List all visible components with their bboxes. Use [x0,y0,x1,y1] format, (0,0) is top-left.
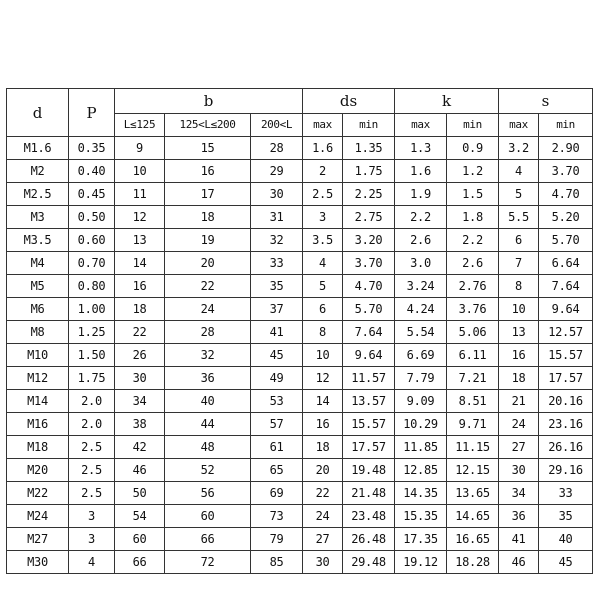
cell-k-min: 18.28 [447,551,499,574]
cell-b-125-to-200: 19 [165,229,251,252]
cell-b-125-to-200: 52 [165,459,251,482]
cell-d: M20 [7,459,69,482]
cell-k-max: 2.6 [395,229,447,252]
table-row [7,183,593,206]
cell-ds-max: 16 [303,413,343,436]
cell-d: M22 [7,482,69,505]
cell-ds-min: 4.70 [343,275,395,298]
cell-p: 1.75 [69,367,115,390]
cell-d: M18 [7,436,69,459]
cell-b-125-to-200: 28 [165,321,251,344]
header-k-min: min [447,114,499,137]
cell-d: M5 [7,275,69,298]
cell-ds-min: 2.25 [343,183,395,206]
cell-k-min: 6.11 [447,344,499,367]
cell-b-l-gt-200: 32 [251,229,303,252]
cell-p: 0.40 [69,160,115,183]
cell-ds-max: 10 [303,344,343,367]
header-d: d [7,89,69,137]
cell-ds-min: 3.20 [343,229,395,252]
cell-s-max: 6 [499,229,539,252]
cell-ds-max: 3.5 [303,229,343,252]
header-s: s [499,89,593,114]
cell-s-min: 2.90 [539,137,593,160]
cell-b-125-to-200: 40 [165,390,251,413]
cell-b-l-gt-200: 61 [251,436,303,459]
cell-ds-min: 23.48 [343,505,395,528]
cell-ds-min: 3.70 [343,252,395,275]
cell-ds-min: 1.75 [343,160,395,183]
cell-b-125-to-200: 66 [165,528,251,551]
cell-b-l-le-125: 30 [115,367,165,390]
cell-b-l-le-125: 42 [115,436,165,459]
cell-s-min: 5.70 [539,229,593,252]
cell-d: M2.5 [7,183,69,206]
cell-b-125-to-200: 44 [165,413,251,436]
cell-k-max: 15.35 [395,505,447,528]
cell-s-min: 12.57 [539,321,593,344]
cell-k-min: 5.06 [447,321,499,344]
cell-ds-min: 26.48 [343,528,395,551]
table-row [7,551,593,574]
cell-s-min: 5.20 [539,206,593,229]
cell-b-125-to-200: 17 [165,183,251,206]
cell-p: 0.60 [69,229,115,252]
table-row [7,482,593,505]
cell-b-l-gt-200: 37 [251,298,303,321]
cell-ds-max: 27 [303,528,343,551]
cell-s-max: 7 [499,252,539,275]
cell-d: M16 [7,413,69,436]
cell-ds-min: 2.75 [343,206,395,229]
cell-k-min: 1.5 [447,183,499,206]
bolt-dimension-table [6,88,593,574]
cell-b-l-gt-200: 49 [251,367,303,390]
cell-b-l-le-125: 54 [115,505,165,528]
cell-b-l-gt-200: 28 [251,137,303,160]
cell-s-max: 5 [499,183,539,206]
cell-s-max: 34 [499,482,539,505]
spec-table-container [6,88,592,574]
cell-ds-min: 7.64 [343,321,395,344]
table-row [7,459,593,482]
cell-k-max: 14.35 [395,482,447,505]
cell-k-max: 9.09 [395,390,447,413]
cell-k-max: 17.35 [395,528,447,551]
cell-k-min: 8.51 [447,390,499,413]
cell-k-max: 7.79 [395,367,447,390]
cell-ds-max: 2 [303,160,343,183]
cell-k-max: 11.85 [395,436,447,459]
cell-s-max: 46 [499,551,539,574]
cell-b-125-to-200: 36 [165,367,251,390]
cell-s-min: 20.16 [539,390,593,413]
cell-s-min: 33 [539,482,593,505]
cell-s-max: 3.2 [499,137,539,160]
cell-k-max: 3.24 [395,275,447,298]
cell-b-125-to-200: 60 [165,505,251,528]
cell-p: 4 [69,551,115,574]
table-row [7,160,593,183]
cell-ds-min: 17.57 [343,436,395,459]
header-row-groups [7,89,593,114]
cell-s-max: 8 [499,275,539,298]
header-b: b [115,89,303,114]
cell-d: M24 [7,505,69,528]
table-row [7,252,593,275]
cell-ds-min: 21.48 [343,482,395,505]
cell-k-min: 16.65 [447,528,499,551]
cell-ds-max: 1.6 [303,137,343,160]
cell-d: M3.5 [7,229,69,252]
cell-k-min: 2.2 [447,229,499,252]
cell-ds-min: 13.57 [343,390,395,413]
cell-ds-max: 8 [303,321,343,344]
cell-ds-max: 20 [303,459,343,482]
header-b-125-to-200: 125<L≤200 [165,114,251,137]
header-b-l-gt-200: 200<L [251,114,303,137]
cell-k-min: 9.71 [447,413,499,436]
cell-s-min: 15.57 [539,344,593,367]
cell-b-l-le-125: 60 [115,528,165,551]
header-k-max: max [395,114,447,137]
header-s-min: min [539,114,593,137]
cell-b-l-gt-200: 85 [251,551,303,574]
cell-b-l-le-125: 18 [115,298,165,321]
cell-k-min: 1.2 [447,160,499,183]
cell-k-min: 0.9 [447,137,499,160]
cell-d: M10 [7,344,69,367]
cell-d: M4 [7,252,69,275]
cell-b-l-le-125: 9 [115,137,165,160]
cell-p: 3 [69,528,115,551]
cell-b-125-to-200: 32 [165,344,251,367]
header-ds: ds [303,89,395,114]
cell-b-125-to-200: 18 [165,206,251,229]
cell-b-125-to-200: 16 [165,160,251,183]
table-row [7,206,593,229]
cell-k-max: 6.69 [395,344,447,367]
cell-b-l-le-125: 26 [115,344,165,367]
cell-k-max: 3.0 [395,252,447,275]
cell-s-max: 36 [499,505,539,528]
cell-k-max: 19.12 [395,551,447,574]
cell-s-min: 26.16 [539,436,593,459]
cell-s-max: 30 [499,459,539,482]
cell-k-max: 4.24 [395,298,447,321]
cell-s-min: 6.64 [539,252,593,275]
cell-k-max: 1.6 [395,160,447,183]
cell-b-l-gt-200: 73 [251,505,303,528]
cell-k-min: 13.65 [447,482,499,505]
cell-ds-min: 1.35 [343,137,395,160]
cell-b-l-le-125: 16 [115,275,165,298]
cell-b-l-gt-200: 57 [251,413,303,436]
cell-p: 2.0 [69,390,115,413]
cell-s-min: 23.16 [539,413,593,436]
cell-b-l-le-125: 66 [115,551,165,574]
cell-k-max: 5.54 [395,321,447,344]
cell-ds-max: 18 [303,436,343,459]
cell-b-l-le-125: 10 [115,160,165,183]
cell-p: 0.80 [69,275,115,298]
cell-ds-max: 6 [303,298,343,321]
cell-ds-min: 15.57 [343,413,395,436]
cell-k-max: 1.9 [395,183,447,206]
cell-ds-min: 29.48 [343,551,395,574]
cell-ds-min: 11.57 [343,367,395,390]
cell-b-125-to-200: 56 [165,482,251,505]
cell-ds-min: 19.48 [343,459,395,482]
cell-s-max: 10 [499,298,539,321]
cell-d: M14 [7,390,69,413]
table-header [7,89,593,137]
cell-p: 0.70 [69,252,115,275]
cell-d: M1.6 [7,137,69,160]
header-ds-max: max [303,114,343,137]
cell-p: 1.50 [69,344,115,367]
cell-s-min: 4.70 [539,183,593,206]
cell-k-min: 3.76 [447,298,499,321]
cell-s-min: 9.64 [539,298,593,321]
cell-b-125-to-200: 72 [165,551,251,574]
cell-p: 0.45 [69,183,115,206]
cell-b-125-to-200: 20 [165,252,251,275]
table-row [7,528,593,551]
cell-b-125-to-200: 15 [165,137,251,160]
cell-s-min: 17.57 [539,367,593,390]
cell-ds-max: 24 [303,505,343,528]
cell-b-l-gt-200: 30 [251,183,303,206]
cell-b-l-le-125: 14 [115,252,165,275]
cell-b-l-le-125: 13 [115,229,165,252]
header-b-l-le-125: L≤125 [115,114,165,137]
cell-s-min: 29.16 [539,459,593,482]
cell-s-max: 21 [499,390,539,413]
table-row [7,413,593,436]
cell-b-l-gt-200: 79 [251,528,303,551]
cell-s-max: 16 [499,344,539,367]
table-body [7,137,593,574]
cell-p: 2.0 [69,413,115,436]
cell-b-l-gt-200: 33 [251,252,303,275]
cell-p: 0.50 [69,206,115,229]
cell-b-l-le-125: 12 [115,206,165,229]
cell-s-max: 4 [499,160,539,183]
cell-k-min: 1.8 [447,206,499,229]
cell-b-l-gt-200: 35 [251,275,303,298]
cell-s-min: 3.70 [539,160,593,183]
cell-b-125-to-200: 22 [165,275,251,298]
cell-ds-max: 3 [303,206,343,229]
cell-b-l-le-125: 50 [115,482,165,505]
table-row [7,367,593,390]
cell-d: M12 [7,367,69,390]
cell-s-max: 41 [499,528,539,551]
cell-s-min: 7.64 [539,275,593,298]
cell-b-l-gt-200: 69 [251,482,303,505]
cell-k-max: 2.2 [395,206,447,229]
table-row [7,137,593,160]
table-row [7,505,593,528]
cell-s-min: 35 [539,505,593,528]
cell-b-l-gt-200: 31 [251,206,303,229]
cell-d: M8 [7,321,69,344]
cell-b-l-gt-200: 45 [251,344,303,367]
cell-k-min: 12.15 [447,459,499,482]
header-ds-min: min [343,114,395,137]
cell-p: 2.5 [69,482,115,505]
table-row [7,275,593,298]
cell-b-l-le-125: 46 [115,459,165,482]
cell-s-min: 45 [539,551,593,574]
cell-ds-min: 9.64 [343,344,395,367]
cell-s-min: 40 [539,528,593,551]
cell-ds-max: 14 [303,390,343,413]
cell-b-l-le-125: 22 [115,321,165,344]
cell-s-max: 24 [499,413,539,436]
cell-k-max: 1.3 [395,137,447,160]
cell-k-min: 2.6 [447,252,499,275]
cell-b-125-to-200: 48 [165,436,251,459]
cell-d: M3 [7,206,69,229]
cell-k-min: 11.15 [447,436,499,459]
cell-b-l-gt-200: 29 [251,160,303,183]
header-p: P [69,89,115,137]
cell-p: 2.5 [69,459,115,482]
cell-p: 1.00 [69,298,115,321]
cell-p: 2.5 [69,436,115,459]
cell-p: 3 [69,505,115,528]
cell-b-l-gt-200: 65 [251,459,303,482]
table-row [7,344,593,367]
table-row [7,321,593,344]
cell-ds-max: 12 [303,367,343,390]
cell-ds-max: 22 [303,482,343,505]
cell-b-125-to-200: 24 [165,298,251,321]
cell-d: M2 [7,160,69,183]
header-k: k [395,89,499,114]
cell-b-l-gt-200: 41 [251,321,303,344]
table-row [7,298,593,321]
cell-d: M27 [7,528,69,551]
table-row [7,390,593,413]
cell-k-min: 7.21 [447,367,499,390]
cell-ds-max: 30 [303,551,343,574]
cell-k-min: 14.65 [447,505,499,528]
cell-s-max: 5.5 [499,206,539,229]
cell-ds-max: 5 [303,275,343,298]
table-row [7,436,593,459]
cell-s-max: 27 [499,436,539,459]
cell-d: M6 [7,298,69,321]
cell-p: 0.35 [69,137,115,160]
cell-ds-max: 4 [303,252,343,275]
cell-d: M30 [7,551,69,574]
cell-k-max: 10.29 [395,413,447,436]
cell-s-max: 13 [499,321,539,344]
header-s-max: max [499,114,539,137]
cell-b-l-le-125: 11 [115,183,165,206]
cell-k-min: 2.76 [447,275,499,298]
cell-ds-max: 2.5 [303,183,343,206]
cell-b-l-gt-200: 53 [251,390,303,413]
cell-p: 1.25 [69,321,115,344]
cell-b-l-le-125: 34 [115,390,165,413]
cell-b-l-le-125: 38 [115,413,165,436]
cell-ds-min: 5.70 [343,298,395,321]
cell-s-max: 18 [499,367,539,390]
cell-k-max: 12.85 [395,459,447,482]
table-row [7,229,593,252]
